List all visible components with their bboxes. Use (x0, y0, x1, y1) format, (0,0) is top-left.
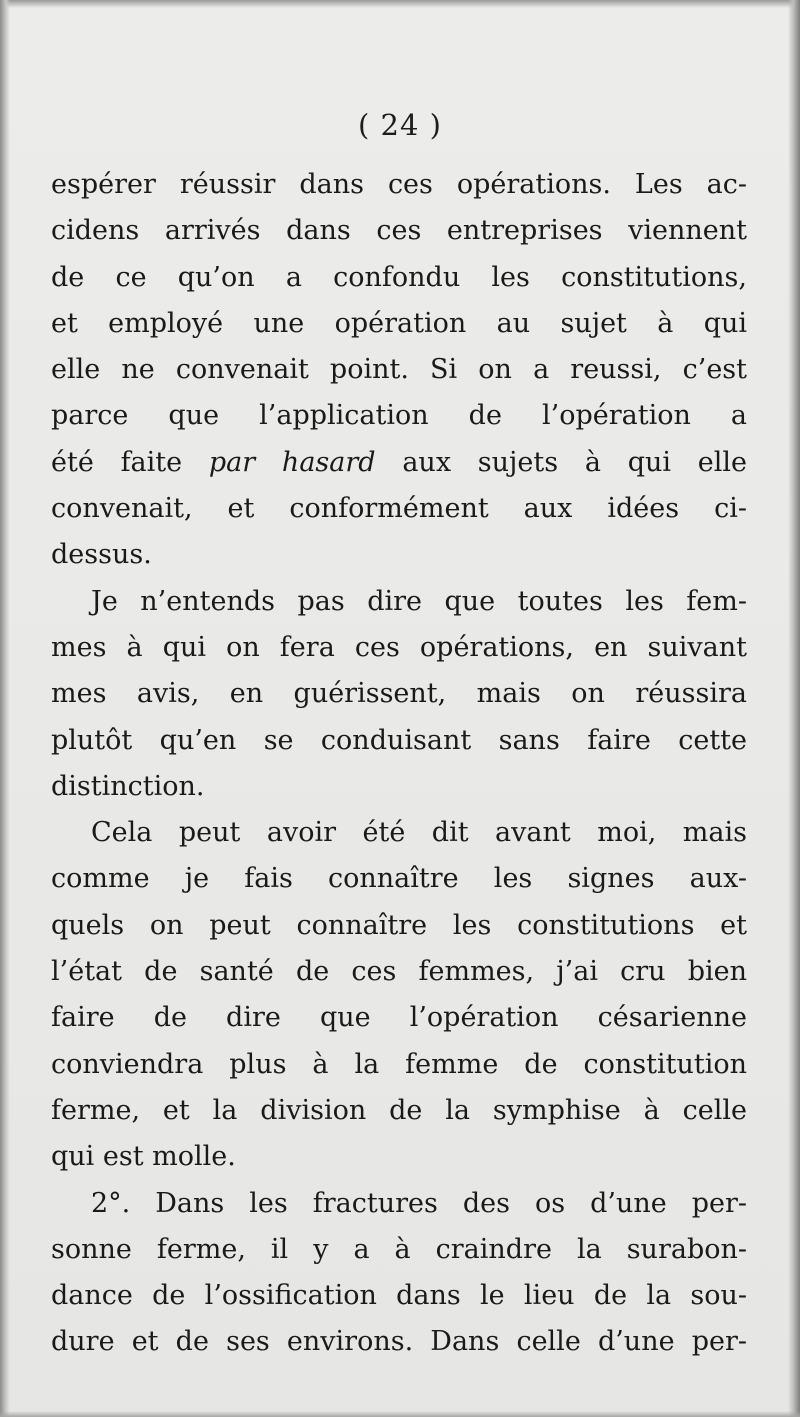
text-line: Cela peut avoir été dit avant moi, mais (91, 817, 747, 849)
text-line: plutôt qu’en se conduisant sans faire cette (51, 724, 747, 756)
page-edge-right (788, 0, 800, 1417)
text-line: 2°. Dans les fractures des os d’une per- (91, 1187, 747, 1219)
page-number: ( 24 ) (358, 108, 442, 142)
text-line: distinction. (51, 770, 205, 802)
body-text (51, 162, 747, 1366)
page-edge-left (0, 0, 10, 1417)
text-line: sonne ferme, il y a à craindre la surabon- (51, 1233, 747, 1265)
text-line: l’état de santé de ces femmes, j’ai cru bien (51, 956, 747, 988)
text-line (51, 440, 747, 486)
text-line: espérer réussir dans ces opérations. Les ac- (51, 169, 747, 200)
text-line: dure et de ses environs. Dans celle d’une per- (51, 1326, 747, 1358)
text-line: de ce qu’on a confondu les constitutions, (51, 261, 747, 293)
text-line: comme je fais connaître les signes aux- (51, 863, 747, 895)
italic-phrase: par hasard (208, 446, 376, 478)
text-line: faire de dire que l’opération césarienne (51, 1002, 747, 1034)
text-line: cidens arrivés dans ces entreprises viennent (51, 215, 747, 247)
text-line: dessus. (51, 539, 152, 571)
text-line: mes à qui on fera ces opérations, en suivant (51, 631, 747, 663)
text-segment: aux sujets à qui elle (375, 446, 748, 478)
text-line: elle ne convenait point. Si on a reussi, c’est (51, 354, 747, 386)
text-line: parce que l’application de l’opération a (51, 400, 747, 432)
text-line: quels on peut connaître les constitutions et (51, 909, 747, 941)
text-line: Je n’entends pas dire que toutes les fem- (91, 585, 747, 617)
text-line: ferme, et la division de la symphise à celle (51, 1094, 747, 1126)
page-edge-bottom (0, 1411, 800, 1417)
text-line: conviendra plus à la femme de constitution (51, 1048, 747, 1080)
text-line: qui est molle. (51, 1141, 236, 1173)
page-edge-top (0, 0, 800, 8)
text-line: dance de l’ossification dans le lieu de la sou- (51, 1280, 747, 1312)
text-segment: été faite (51, 446, 209, 478)
text-line: et employé une opération au sujet à qui (51, 307, 747, 339)
text-line: convenait, et conformément aux idées ci- (51, 493, 747, 525)
text-line: mes avis, en guérissent, mais on réussira (51, 678, 747, 710)
